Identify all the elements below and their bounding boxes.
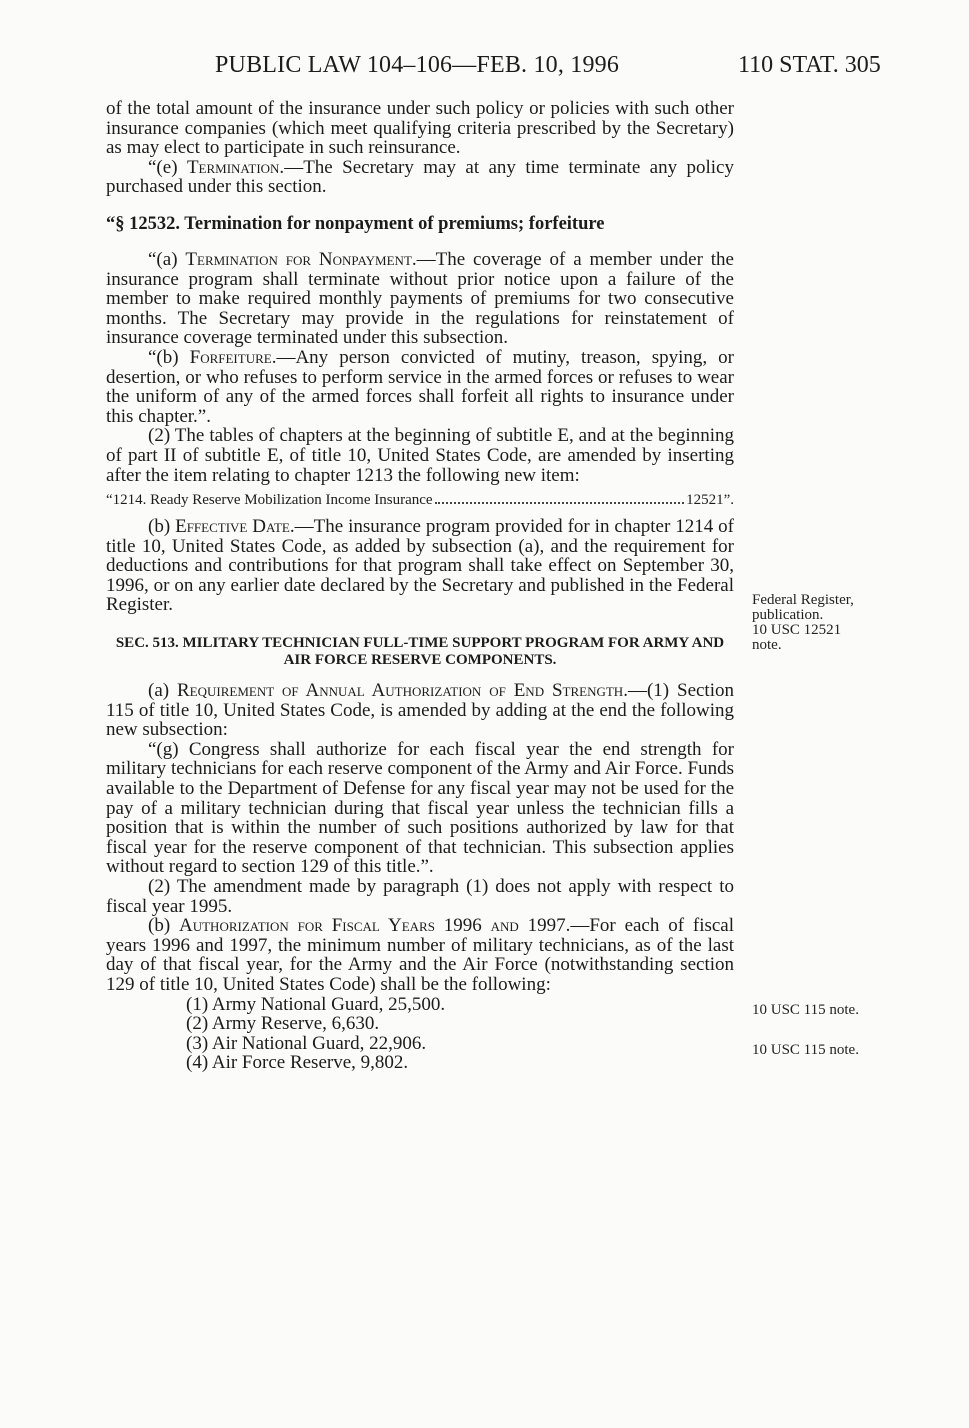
paragraph-amendment-applicability: (2) The amendment made by paragraph (1) does not apply with respect to fiscal year 1995. xyxy=(106,876,734,917)
margin-note-line: 10 USC 12521 xyxy=(752,622,842,638)
statute-page-reference: 110 STAT. 305 xyxy=(738,52,881,78)
paragraph-termination xyxy=(106,158,734,197)
list-item-air-force-reserve: (4) Air Force Reserve, 9,802. xyxy=(186,1052,409,1074)
paragraph-caption: Forfeiture. xyxy=(189,346,277,368)
list-item-army-national-guard: (1) Army National Guard, 25,500. xyxy=(186,993,446,1015)
paragraph-termination-nonpayment xyxy=(106,250,734,348)
paragraph-effective-date xyxy=(106,517,734,615)
paragraph-lead: “(e) xyxy=(148,156,187,178)
list-item-army-reserve: (2) Army Reserve, 6,630. xyxy=(186,1013,380,1035)
dot-leader xyxy=(435,502,685,504)
section-513-heading: SEC. 513. MILITARY TECHNICIAN FULL-TIME SUPPORT PROGRAM FOR ARMY AND AIR FORCE RESERVE COMPONENTS. xyxy=(115,635,725,669)
paragraph-lead: (a) xyxy=(148,680,177,702)
margin-note-line: Federal Register, xyxy=(752,592,854,608)
paragraph-text: —Any person convicted of mutiny, treason, spying, or desertion, or who refuses to perform service in the armed forces or refuses to wear the uniform of any of the armed forces shall forfeit all rights to insurance under this chapter.”. xyxy=(106,346,734,427)
paragraph-lead: “(b) xyxy=(148,346,190,368)
paragraph-lead: (b) xyxy=(148,516,176,538)
table-item-label: “1214. Ready Reserve Mobilization Income Insurance xyxy=(106,492,433,509)
paragraph-lead: “(a) xyxy=(148,248,186,270)
paragraph-fiscal-years-authorization xyxy=(106,916,734,994)
paragraph-text: —(1) Section 115 of title 10, United States Code, is amended by adding at the end the following new subsection: xyxy=(106,680,734,741)
page-header xyxy=(0,52,969,80)
paragraph-annual-authorization xyxy=(106,681,734,740)
margin-note-line: note. xyxy=(752,637,782,653)
paragraph-caption: Termination for Nonpayment. xyxy=(185,248,417,270)
table-of-chapters-item xyxy=(106,491,734,509)
paragraph-text: —The Secretary may at any time terminate any policy purchased under this section. xyxy=(106,156,734,198)
paragraph-caption: Requirement of Annual Authorization of End Strength. xyxy=(176,680,628,702)
table-item-number: 12521”. xyxy=(686,492,734,509)
margin-note-federal-register xyxy=(752,593,882,653)
list-item-air-national-guard: (3) Air National Guard, 22,906. xyxy=(186,1032,427,1054)
paragraph-continuation: of the total amount of the insurance under such policy or policies with such other insurance companies (which meet qualifying criteria prescribed by the Secretary) as may elect to participate in such reinsurance. xyxy=(106,98,734,159)
margin-note-10-usc-115-second: 10 USC 115 note. xyxy=(752,1042,859,1058)
paragraph-table-amendment: (2) The tables of chapters at the beginning of subtitle E, and at the beginning of part II of subtitle E, of title 10, United States Code, are amended by inserting after the item relating to chapter 1213 the following new item: xyxy=(106,425,734,486)
paragraph-caption: Effective Date. xyxy=(175,516,295,538)
document-body xyxy=(106,99,734,1073)
margin-note-line: publication. xyxy=(752,607,824,623)
margin-note-10-usc-115-first: 10 USC 115 note. xyxy=(752,1002,859,1018)
paragraph-lead: (b) xyxy=(148,915,179,937)
paragraph-text: —The insurance program provided for in chapter 1214 of title 10, United States Code, as added by subsection (a), and the requirement for deductions and contributions for that program shall take effect on September 30, 1996, or on any earlier date declared by the Secretary and published in the Federal Register. xyxy=(106,516,734,616)
section-12532-heading: “§ 12532. Termination for nonpayment of premiums; forfeiture xyxy=(106,213,605,234)
paragraph-forfeiture xyxy=(106,348,734,426)
paragraph-subsection-g: “(g) Congress shall authorize for each fiscal year the end strength for military technicians for each reserve component of the Army and Air Force. Funds available to the Department of Defense for any fiscal year may not be used for the pay of a military technician during that fiscal year unless the technician fills a position that is within the number of such positions authorized by law for that fiscal year for the reserve component of that technician. This subsection applies without regard to section 129 of this title.”. xyxy=(106,738,734,878)
paragraph-text: —For each of fiscal years 1996 and 1997, the minimum number of military technicians, as of the last day of that fiscal year, for the Army and the Air Force (notwithstanding section 129 of title 10, United States Code) shall be the following: xyxy=(106,915,735,995)
paragraph-caption: Authorization for Fiscal Years 1996 and 1997. xyxy=(179,915,571,937)
paragraph-text: —The coverage of a member under the insurance program shall terminate without prior notice upon a failure of the member to make required monthly payments of premiums for two consecutive months. The Secretary may provide in the regulations for reinstatement of insurance coverage terminated under this subsection. xyxy=(106,248,734,349)
running-head-title: PUBLIC LAW 104–106—FEB. 10, 1996 xyxy=(215,52,620,78)
paragraph-caption: Termination. xyxy=(186,156,285,178)
